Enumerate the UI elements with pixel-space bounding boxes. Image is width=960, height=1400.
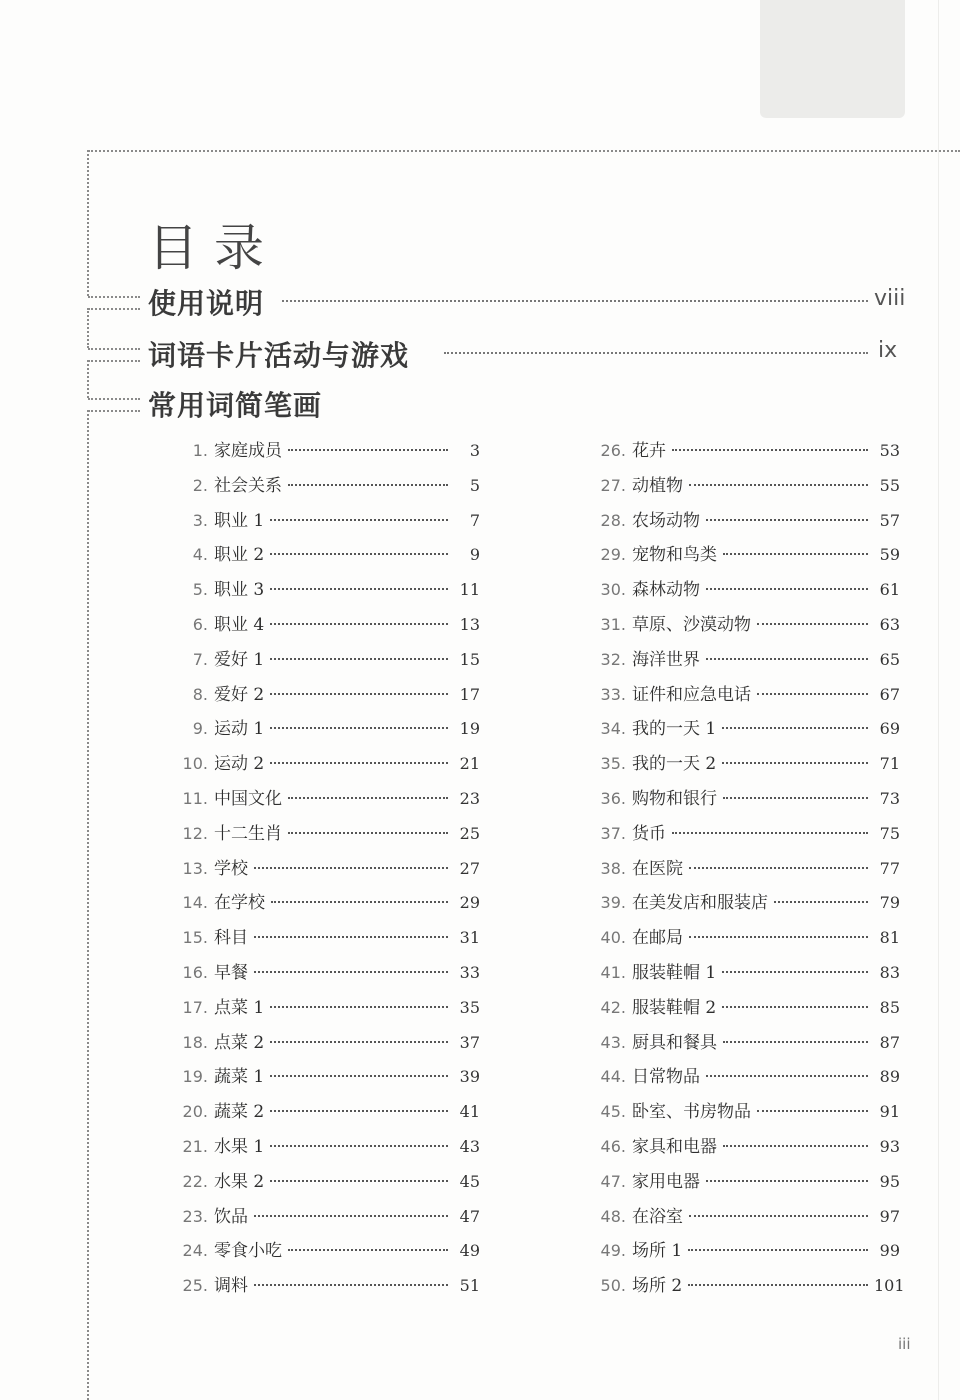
entry-page: 81 xyxy=(879,928,900,948)
toc-entry[interactable] xyxy=(170,680,480,715)
dot-leader xyxy=(270,727,448,729)
entry-label: 森林动物 xyxy=(632,580,700,601)
entry-page: 67 xyxy=(879,684,900,704)
toc-entry[interactable] xyxy=(170,714,480,749)
frame-bracket-2 xyxy=(87,308,89,348)
toc-entry[interactable] xyxy=(588,1097,900,1132)
dot-leader xyxy=(270,658,448,660)
toc-entry[interactable] xyxy=(170,1097,480,1132)
entry-page: 51 xyxy=(459,1276,480,1296)
entry-number: 20. xyxy=(182,1102,208,1122)
entry-label: 职业 3 xyxy=(214,580,265,601)
entry-page: 31 xyxy=(459,928,480,948)
toc-entry[interactable] xyxy=(170,610,480,645)
entry-label: 农场动物 xyxy=(632,510,700,531)
entry-number: 2. xyxy=(192,475,208,495)
entry-number: 32. xyxy=(600,649,626,669)
entry-label: 家用电器 xyxy=(632,1171,700,1192)
entry-number: 28. xyxy=(600,510,626,530)
dot-leader xyxy=(270,762,448,764)
entry-page: 3 xyxy=(469,441,480,460)
entry-label: 家具和电器 xyxy=(632,1136,717,1157)
page-number: iii xyxy=(898,1335,911,1353)
dot-leader xyxy=(270,1180,448,1182)
entry-page: 69 xyxy=(879,719,900,739)
entry-page: 13 xyxy=(459,614,480,634)
entry-label: 卧室、书房物品 xyxy=(632,1102,751,1123)
entry-number: 38. xyxy=(600,858,626,878)
toc-entry[interactable] xyxy=(588,1236,900,1271)
dot-leader xyxy=(689,1215,868,1217)
dot-leader xyxy=(688,1249,868,1251)
entry-label: 爱好 2 xyxy=(214,684,265,705)
entry-label: 职业 2 xyxy=(214,545,265,566)
dot-leader xyxy=(757,693,868,695)
dot-leader xyxy=(270,519,448,521)
entry-number: 9. xyxy=(192,719,208,739)
dot-leader xyxy=(723,1041,868,1043)
toc-entry[interactable] xyxy=(170,1132,480,1167)
toc-entry[interactable] xyxy=(588,575,900,610)
entry-label: 水果 1 xyxy=(214,1136,265,1157)
dot-leader xyxy=(672,449,868,451)
entry-label: 爱好 1 xyxy=(214,649,265,670)
entry-label: 服装鞋帽 2 xyxy=(632,997,717,1018)
entry-number: 48. xyxy=(600,1206,626,1226)
entry-page: 91 xyxy=(879,1102,900,1122)
entry-number: 17. xyxy=(182,997,208,1017)
dot-leader xyxy=(706,519,868,521)
toc-entry[interactable] xyxy=(170,436,480,471)
entry-label: 蔬菜 1 xyxy=(214,1067,265,1088)
toc-entry[interactable] xyxy=(170,958,480,993)
dot-leader xyxy=(689,867,868,869)
entry-label: 动植物 xyxy=(632,475,683,496)
entry-label: 在学校 xyxy=(214,893,265,914)
entry-page: 57 xyxy=(879,510,900,530)
entry-label: 场所 1 xyxy=(632,1241,683,1262)
entry-number: 30. xyxy=(600,580,626,600)
dot-leader xyxy=(254,867,448,869)
entry-page: 33 xyxy=(459,962,480,982)
toc-entry[interactable] xyxy=(170,1028,480,1063)
frame-bracket-1-tick xyxy=(88,296,140,298)
toc-entry[interactable] xyxy=(588,888,900,923)
dot-leader xyxy=(254,936,448,938)
entry-page: 71 xyxy=(879,754,900,774)
toc-entry[interactable] xyxy=(588,506,900,541)
toc-entry[interactable] xyxy=(170,854,480,889)
toc-column-left xyxy=(170,436,480,1306)
entry-number: 34. xyxy=(600,719,626,739)
entry-page: 39 xyxy=(459,1067,480,1087)
entry-number: 23. xyxy=(182,1206,208,1226)
entry-label: 草原、沙漠动物 xyxy=(632,614,751,635)
toc-entry[interactable] xyxy=(170,888,480,923)
entry-number: 1. xyxy=(192,441,208,460)
entry-page: 35 xyxy=(459,997,480,1017)
entry-label: 蔬菜 2 xyxy=(214,1102,265,1123)
dot-leader xyxy=(270,1075,448,1077)
toc-entry[interactable] xyxy=(588,1167,900,1202)
toc-entry[interactable] xyxy=(588,819,900,854)
dot-leader xyxy=(757,623,868,625)
toc-entry[interactable] xyxy=(588,540,900,575)
entry-number: 40. xyxy=(600,928,626,948)
toc-entry[interactable] xyxy=(588,749,900,784)
entry-number: 10. xyxy=(182,754,208,774)
dot-leader xyxy=(288,1249,448,1251)
entry-number: 42. xyxy=(600,997,626,1017)
dot-leader xyxy=(723,797,868,799)
entry-number: 12. xyxy=(182,823,208,843)
entry-page: 65 xyxy=(879,649,900,669)
entry-number: 50. xyxy=(600,1276,626,1296)
dot-leader xyxy=(723,1145,868,1147)
entry-page: 27 xyxy=(459,858,480,878)
entry-label: 花卉 xyxy=(632,441,666,461)
entry-page: 83 xyxy=(879,962,900,982)
entry-number: 41. xyxy=(600,962,626,982)
entry-number: 26. xyxy=(600,441,626,460)
frame-bracket-4-tick-top xyxy=(88,410,140,412)
entry-number: 33. xyxy=(600,684,626,704)
dot-leader xyxy=(270,693,448,695)
section-word-card-activities-page: ix xyxy=(878,338,898,363)
toc-entry[interactable] xyxy=(588,714,900,749)
dot-leader xyxy=(757,1110,868,1112)
frame-left-border xyxy=(87,410,89,1400)
entry-page: 53 xyxy=(879,441,900,460)
entry-page: 87 xyxy=(879,1032,900,1052)
section-usage-guide[interactable]: 使用说明 xyxy=(148,287,265,320)
entry-number: 22. xyxy=(182,1171,208,1191)
entry-page: 63 xyxy=(879,614,900,634)
dot-leader xyxy=(254,1284,448,1286)
section-usage-guide-leader xyxy=(282,300,868,302)
entry-page: 101 xyxy=(874,1276,905,1296)
dot-leader xyxy=(288,484,448,486)
toc-entry[interactable] xyxy=(588,471,900,506)
entry-number: 24. xyxy=(182,1241,208,1261)
entry-label: 我的一天 1 xyxy=(632,719,717,740)
toc-entry[interactable] xyxy=(170,645,480,680)
entry-label: 在医院 xyxy=(632,858,683,879)
toc-entry[interactable] xyxy=(588,784,900,819)
frame-bracket-3-tick-top xyxy=(88,360,140,362)
entry-label: 在美发店和服装店 xyxy=(632,893,768,914)
entry-page: 21 xyxy=(459,754,480,774)
entry-label: 饮品 xyxy=(214,1206,248,1227)
frame-bracket-1 xyxy=(87,150,89,296)
entry-label: 社会关系 xyxy=(214,475,282,496)
entry-label: 零食小吃 xyxy=(214,1241,282,1262)
dot-leader xyxy=(706,588,868,590)
entry-label: 厨具和餐具 xyxy=(632,1032,717,1053)
entry-label: 点菜 1 xyxy=(214,997,265,1018)
entry-label: 水果 2 xyxy=(214,1171,265,1192)
dot-leader xyxy=(270,553,448,555)
toc-entry[interactable] xyxy=(588,1028,900,1063)
entry-number: 49. xyxy=(600,1241,626,1261)
dot-leader xyxy=(722,762,868,764)
entry-label: 我的一天 2 xyxy=(632,754,717,775)
entry-number: 19. xyxy=(182,1067,208,1087)
toc-entry[interactable] xyxy=(588,854,900,889)
toc-column-right xyxy=(588,436,905,1306)
entry-label: 职业 1 xyxy=(214,510,265,531)
dot-leader xyxy=(288,449,448,451)
entry-number: 11. xyxy=(182,788,208,808)
toc-entry[interactable] xyxy=(170,993,480,1028)
frame-bracket-3 xyxy=(87,360,89,398)
entry-label: 日常物品 xyxy=(632,1067,700,1088)
dot-leader xyxy=(672,832,868,834)
entry-page: 9 xyxy=(469,545,480,565)
entry-page: 55 xyxy=(879,475,900,495)
entry-number: 25. xyxy=(182,1276,208,1296)
entry-label: 点菜 2 xyxy=(214,1032,265,1053)
toc-entry[interactable] xyxy=(170,540,480,575)
entry-label: 海洋世界 xyxy=(632,649,700,670)
entry-label: 在浴室 xyxy=(632,1206,683,1227)
dot-leader xyxy=(706,1075,868,1077)
entry-number: 7. xyxy=(192,649,208,669)
dot-leader xyxy=(254,971,448,973)
entry-page: 95 xyxy=(879,1171,900,1191)
page-edge-line xyxy=(938,0,939,1400)
entry-page: 79 xyxy=(879,893,900,913)
entry-number: 43. xyxy=(600,1032,626,1052)
entry-page: 49 xyxy=(459,1241,480,1261)
toc-entry[interactable] xyxy=(170,575,480,610)
section-simple-drawings[interactable]: 常用词简笔画 xyxy=(148,389,323,422)
toc-entry[interactable] xyxy=(170,923,480,958)
entry-page: 19 xyxy=(459,719,480,739)
toc-entry[interactable] xyxy=(170,1202,480,1237)
dot-leader xyxy=(270,1110,448,1112)
entry-page: 23 xyxy=(459,788,480,808)
entry-label: 服装鞋帽 1 xyxy=(632,962,717,983)
toc-entry[interactable] xyxy=(170,506,480,541)
entry-number: 6. xyxy=(192,614,208,634)
dot-leader xyxy=(254,1215,448,1217)
toc-entry[interactable] xyxy=(170,1062,480,1097)
dot-leader xyxy=(270,1041,448,1043)
toc-entry[interactable] xyxy=(170,819,480,854)
dot-leader xyxy=(270,1145,448,1147)
entry-page: 37 xyxy=(459,1032,480,1052)
frame-bracket-2-tick-top xyxy=(88,308,140,310)
dot-leader xyxy=(706,658,868,660)
dot-leader xyxy=(689,484,868,486)
toc-entry[interactable] xyxy=(588,923,900,958)
entry-label: 科目 xyxy=(214,928,248,949)
dot-leader xyxy=(271,901,448,903)
entry-number: 8. xyxy=(192,684,208,704)
entry-number: 27. xyxy=(600,475,626,495)
entry-page: 89 xyxy=(879,1067,900,1087)
toc-entry[interactable] xyxy=(170,471,480,506)
entry-label: 运动 2 xyxy=(214,754,265,775)
entry-page: 7 xyxy=(469,510,480,530)
entry-label: 十二生肖 xyxy=(214,823,282,844)
dot-leader xyxy=(270,623,448,625)
entry-page: 59 xyxy=(879,545,900,565)
entry-page: 29 xyxy=(459,893,480,913)
dot-leader xyxy=(288,797,448,799)
entry-number: 35. xyxy=(600,754,626,774)
entry-label: 运动 1 xyxy=(214,719,265,740)
entry-number: 46. xyxy=(600,1136,626,1156)
entry-label: 证件和应急电话 xyxy=(632,684,751,705)
entry-page: 17 xyxy=(459,684,480,704)
entry-page: 75 xyxy=(879,823,900,843)
corner-tab-block xyxy=(760,0,905,118)
entry-label: 货币 xyxy=(632,823,666,844)
entry-number: 3. xyxy=(192,510,208,530)
dot-leader xyxy=(722,727,868,729)
entry-number: 13. xyxy=(182,858,208,878)
entry-page: 11 xyxy=(459,580,480,600)
entry-page: 43 xyxy=(459,1136,480,1156)
entry-number: 37. xyxy=(600,823,626,843)
frame-bracket-3-tick xyxy=(88,398,140,400)
entry-page: 99 xyxy=(879,1241,900,1261)
toc-entry[interactable] xyxy=(588,1271,905,1306)
dot-leader xyxy=(774,901,868,903)
toc-entry[interactable] xyxy=(588,610,900,645)
entry-page: 47 xyxy=(459,1206,480,1226)
frame-bracket-2-tick xyxy=(88,348,140,350)
entry-page: 77 xyxy=(879,858,900,878)
entry-label: 家庭成员 xyxy=(214,441,282,461)
entry-number: 21. xyxy=(182,1136,208,1156)
dot-leader xyxy=(706,1180,868,1182)
toc-entry[interactable] xyxy=(588,1062,900,1097)
toc-entry[interactable] xyxy=(588,680,900,715)
entry-number: 16. xyxy=(182,962,208,982)
entry-label: 学校 xyxy=(214,858,248,879)
entry-page: 15 xyxy=(459,649,480,669)
toc-entry[interactable] xyxy=(588,436,900,471)
entry-number: 39. xyxy=(600,893,626,913)
entry-number: 14. xyxy=(182,893,208,913)
entry-number: 4. xyxy=(192,545,208,565)
entry-label: 场所 2 xyxy=(632,1276,683,1297)
entry-label: 调料 xyxy=(214,1276,248,1297)
entry-page: 41 xyxy=(459,1102,480,1122)
toc-entry[interactable] xyxy=(170,784,480,819)
page-title: 目录 xyxy=(148,219,280,277)
entry-page: 93 xyxy=(879,1136,900,1156)
dot-leader xyxy=(723,553,868,555)
entry-label: 宠物和鸟类 xyxy=(632,545,717,566)
entry-number: 29. xyxy=(600,545,626,565)
toc-entry[interactable] xyxy=(170,749,480,784)
entry-label: 中国文化 xyxy=(214,788,282,809)
entry-label: 早餐 xyxy=(214,962,248,983)
entry-label: 在邮局 xyxy=(632,928,683,949)
entry-number: 31. xyxy=(600,614,626,634)
dot-leader xyxy=(689,936,868,938)
entry-number: 5. xyxy=(192,580,208,600)
dot-leader xyxy=(288,832,448,834)
entry-page: 61 xyxy=(879,580,900,600)
entry-label: 职业 4 xyxy=(214,614,265,635)
entry-number: 47. xyxy=(600,1171,626,1191)
section-usage-guide-page: viii xyxy=(874,286,906,311)
entry-number: 18. xyxy=(182,1032,208,1052)
toc-entry[interactable] xyxy=(588,1132,900,1167)
dot-leader xyxy=(688,1284,868,1286)
entry-page: 97 xyxy=(879,1206,900,1226)
toc-entry[interactable] xyxy=(588,993,900,1028)
entry-number: 36. xyxy=(600,788,626,808)
frame-top-border xyxy=(88,150,960,152)
entry-number: 15. xyxy=(182,928,208,948)
dot-leader xyxy=(270,588,448,590)
entry-page: 25 xyxy=(459,823,480,843)
toc-entry[interactable] xyxy=(170,1167,480,1202)
dot-leader xyxy=(722,971,868,973)
toc-entry[interactable] xyxy=(588,645,900,680)
toc-entry[interactable] xyxy=(170,1236,480,1271)
entry-page: 73 xyxy=(879,788,900,808)
entry-number: 44. xyxy=(600,1067,626,1087)
section-word-card-activities-leader xyxy=(444,352,868,354)
dot-leader xyxy=(722,1006,868,1008)
entry-page: 45 xyxy=(459,1171,480,1191)
toc-entry[interactable] xyxy=(170,1271,480,1306)
dot-leader xyxy=(270,1006,448,1008)
toc-entry[interactable] xyxy=(588,1202,900,1237)
entry-page: 5 xyxy=(469,475,480,495)
entry-number: 45. xyxy=(600,1102,626,1122)
entry-label: 购物和银行 xyxy=(632,788,717,809)
entry-page: 85 xyxy=(879,997,900,1017)
section-word-card-activities[interactable]: 词语卡片活动与游戏 xyxy=(148,339,410,372)
toc-entry[interactable] xyxy=(588,958,900,993)
